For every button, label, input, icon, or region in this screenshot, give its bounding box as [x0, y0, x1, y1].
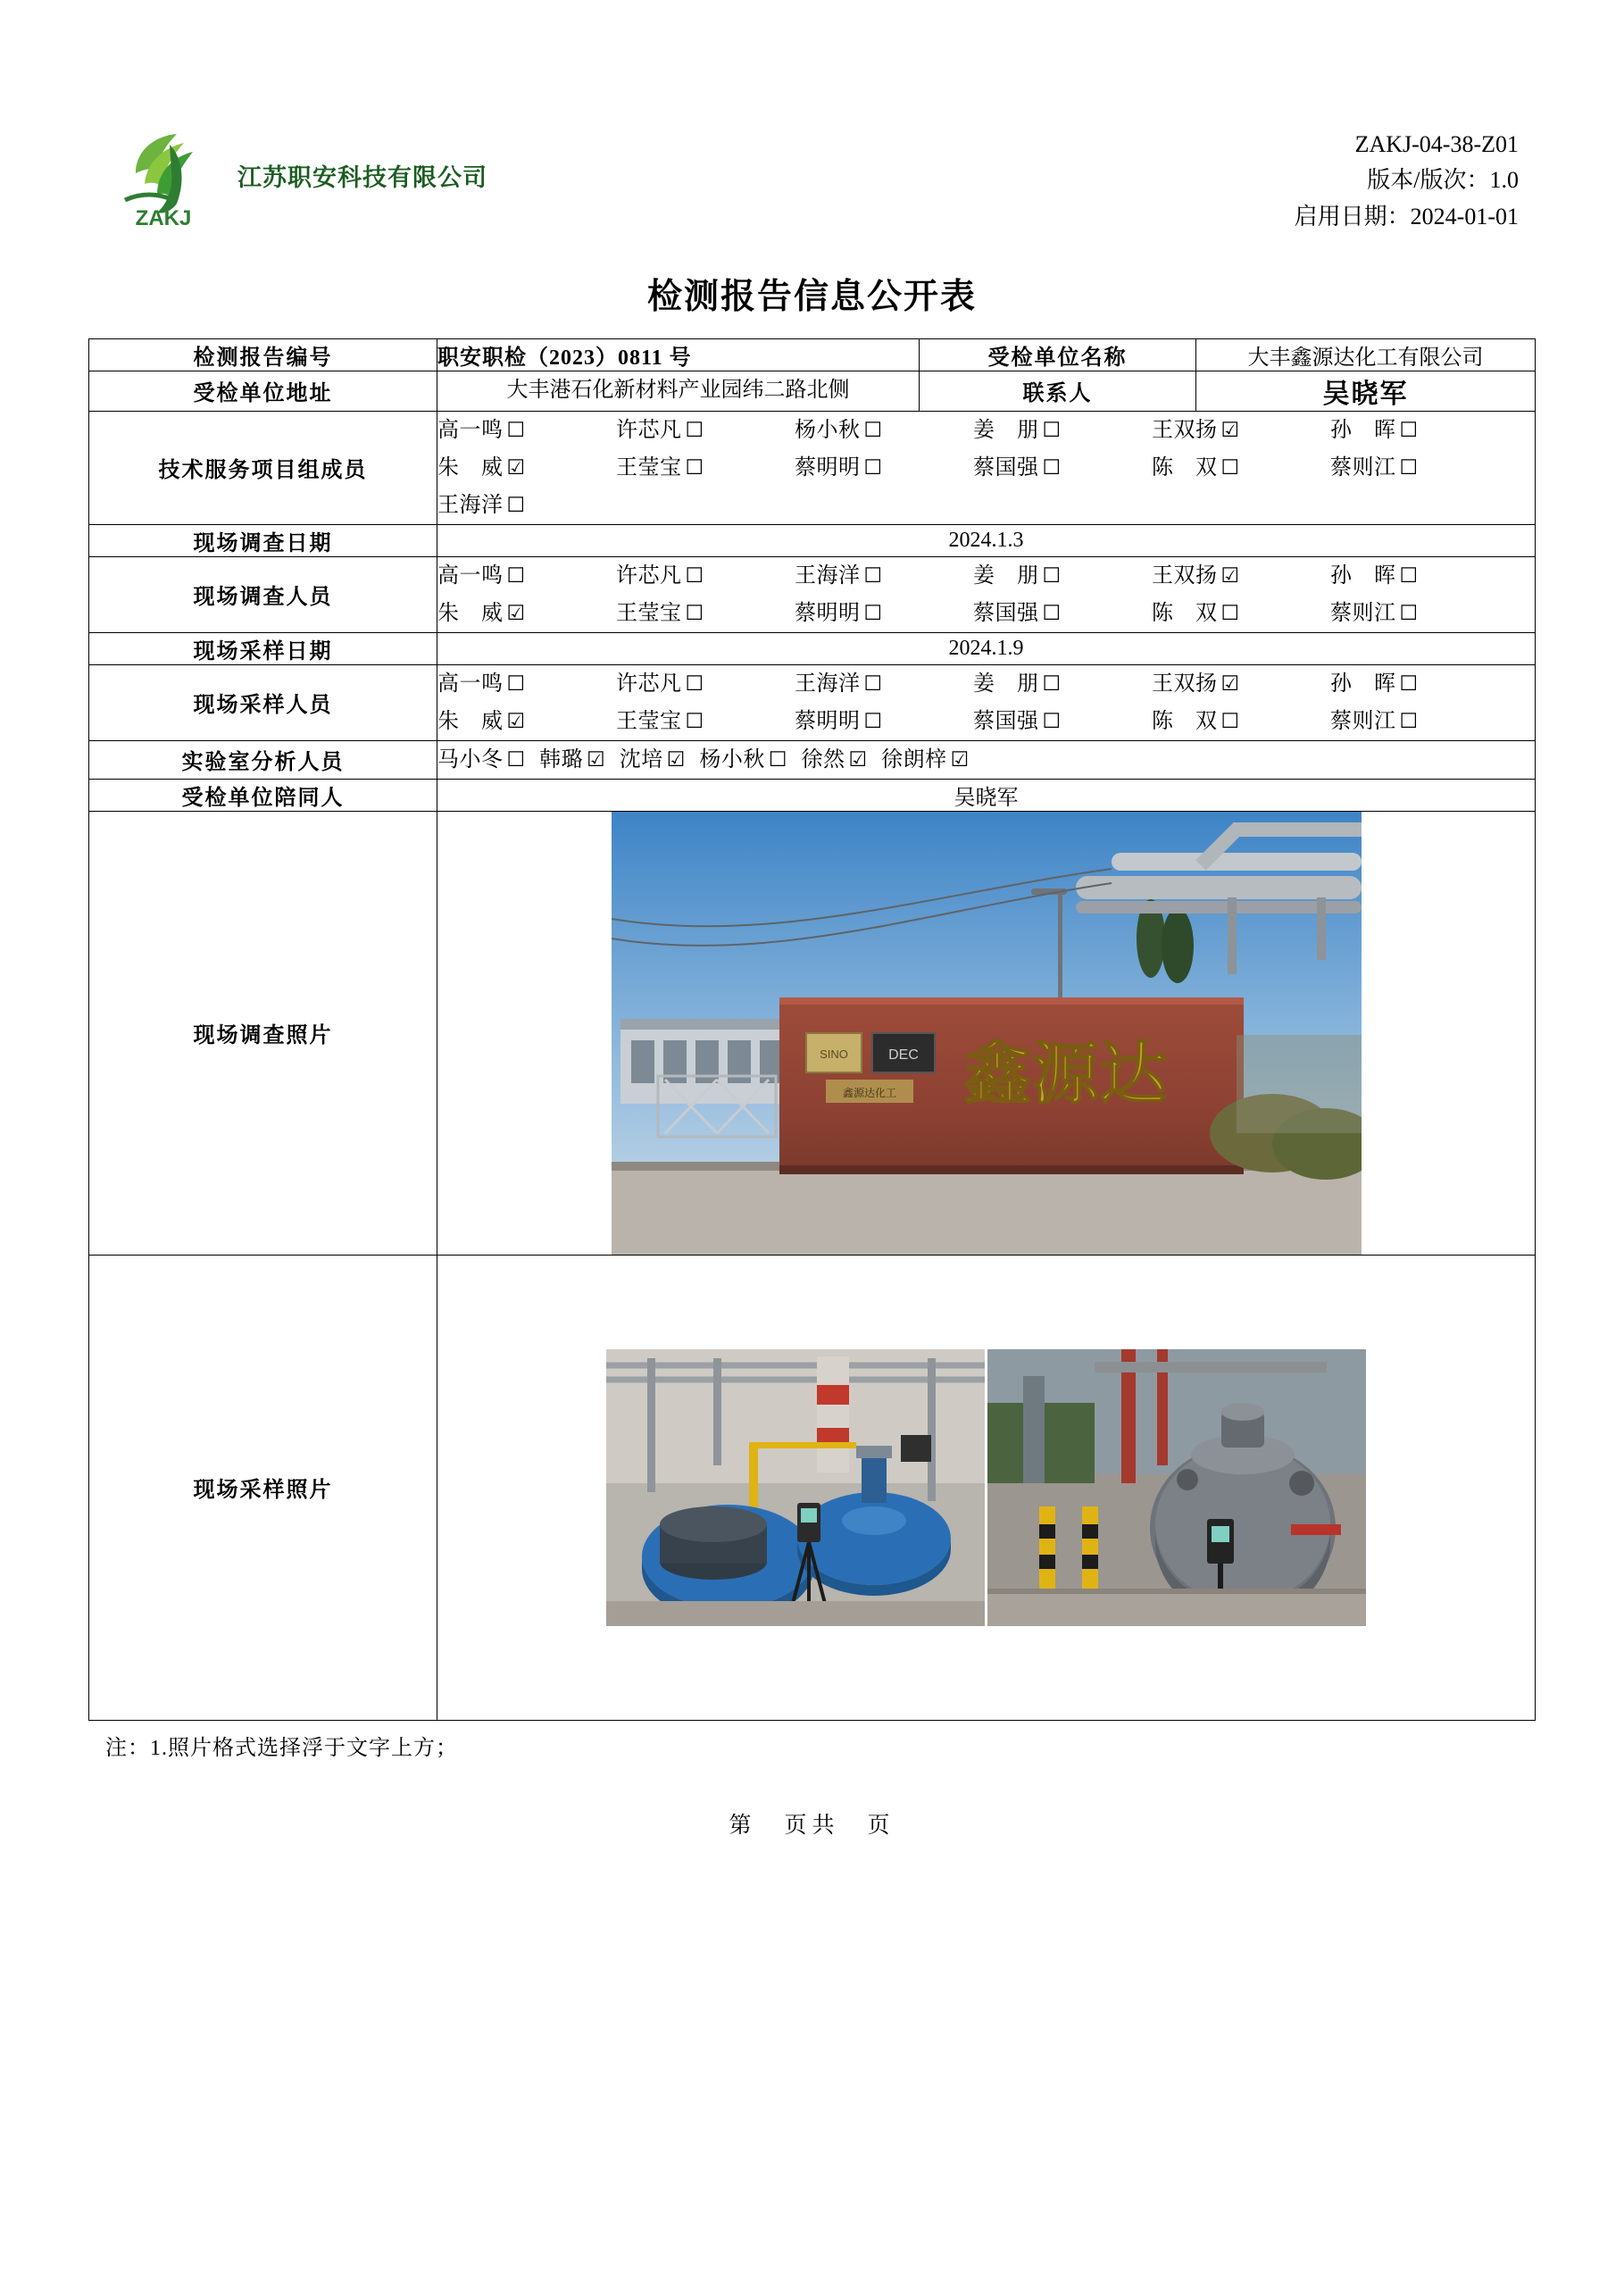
checkbox[interactable]: ☑ [587, 748, 605, 772]
checkbox[interactable]: ☐ [685, 602, 704, 626]
person-checkbox-item[interactable]: 陈 双 ☐ [1152, 709, 1240, 734]
table-row [89, 556, 1536, 632]
person-checkbox-item[interactable]: 蔡国强 ☐ [973, 601, 1062, 626]
checkbox[interactable]: ☐ [1042, 456, 1062, 480]
checkbox[interactable]: ☐ [863, 672, 883, 697]
person-checkbox-item[interactable]: 王双扬 ☑ [1152, 418, 1240, 443]
survey-date-value: 2024.1.3 [437, 524, 1536, 556]
person-checkbox-item[interactable]: 许芯凡 ☐ [616, 418, 704, 443]
checkbox[interactable]: ☑ [1220, 419, 1240, 443]
table-row [89, 779, 1536, 811]
checkbox[interactable]: ☑ [950, 748, 970, 772]
table-row [89, 1255, 1536, 1720]
checkbox[interactable]: ☐ [863, 602, 883, 626]
table-row [89, 740, 1536, 779]
escort-label: 受检单位陪同人 [89, 779, 437, 811]
checkbox[interactable]: ☑ [506, 456, 526, 480]
page-number: 第 页共 页 [729, 1813, 895, 1838]
survey-photo-cell [437, 811, 1536, 1255]
report-no-value: 职安职检（2023）0811 号 [437, 338, 920, 371]
person-checkbox-item[interactable]: 陈 双 ☐ [1152, 601, 1240, 626]
person-checkbox-item[interactable]: 徐朗梓 ☑ [881, 747, 970, 772]
checkbox[interactable]: ☐ [1042, 602, 1062, 626]
checkbox[interactable]: ☐ [506, 564, 526, 588]
checkbox[interactable]: ☐ [506, 748, 526, 772]
document-meta [1295, 118, 1519, 235]
escort-value: 吴晓军 [437, 779, 1536, 811]
person-checkbox-item[interactable]: 蔡国强 ☐ [973, 709, 1062, 734]
person-row [437, 665, 1535, 703]
person-checkbox-item[interactable]: 朱 威 ☑ [437, 709, 526, 734]
table-row [89, 411, 1536, 524]
checkbox[interactable]: ☐ [506, 419, 526, 443]
person-checkbox-item[interactable]: 高一鸣 ☐ [437, 672, 526, 697]
page-header [0, 0, 1624, 235]
checkbox[interactable]: ☐ [1399, 419, 1419, 443]
table-row [89, 632, 1536, 664]
checkbox[interactable]: ☐ [685, 564, 704, 588]
person-checkbox-item[interactable]: 王莹宝 ☐ [616, 709, 704, 734]
sampling-photo-cell [437, 1255, 1536, 1720]
person-checkbox-item[interactable]: 沈培 ☑ [619, 747, 686, 772]
person-checkbox-item[interactable]: 蔡则江 ☐ [1330, 709, 1419, 734]
person-checkbox-item[interactable]: 陈 双 ☐ [1152, 455, 1240, 480]
person-checkbox-item[interactable]: 王海洋 ☐ [795, 672, 883, 697]
contact-label: 联系人 [920, 371, 1196, 411]
svg-text:SINO: SINO [819, 1047, 848, 1061]
person-row [437, 449, 1535, 487]
checkbox[interactable]: ☐ [863, 456, 883, 480]
table-row [89, 524, 1536, 556]
person-checkbox-item[interactable]: 王海洋 ☐ [437, 493, 526, 518]
person-checkbox-item[interactable]: 徐然 ☑ [801, 747, 868, 772]
person-checkbox-item[interactable]: 朱 威 ☑ [437, 455, 526, 480]
report-no-label: 检测报告编号 [89, 338, 437, 371]
sampling-photo-group [437, 1349, 1535, 1626]
company-name: 江苏职安科技有限公司 [237, 163, 487, 191]
person-row [437, 557, 1535, 595]
sampling-staff-list [437, 664, 1536, 740]
checkbox[interactable]: ☑ [1220, 672, 1240, 697]
sampling-date-label: 现场采样日期 [89, 632, 437, 664]
person-checkbox-item[interactable]: 孙 晖 ☐ [1330, 563, 1419, 588]
person-checkbox-item[interactable]: 王海洋 ☐ [795, 563, 883, 588]
document-version: 版本/版次：1.0 [1367, 167, 1519, 194]
person-checkbox-item[interactable]: 王莹宝 ☐ [616, 455, 704, 480]
checkbox[interactable]: ☑ [506, 602, 526, 626]
person-checkbox-item[interactable]: 杨小秋 ☐ [795, 418, 883, 443]
person-row [437, 595, 1535, 632]
checkbox[interactable]: ☐ [685, 672, 704, 697]
checkbox[interactable]: ☐ [1399, 602, 1419, 626]
checkbox[interactable]: ☐ [685, 419, 704, 443]
person-checkbox-item[interactable]: 王双扬 ☑ [1152, 672, 1240, 697]
survey-site-photo [612, 812, 1362, 1255]
contact-value: 吴晓军 [1196, 371, 1536, 411]
report-info-table [88, 338, 1536, 1721]
checkbox[interactable]: ☐ [863, 419, 883, 443]
survey-date-label: 现场调查日期 [89, 524, 437, 556]
survey-staff-label: 现场调查人员 [89, 556, 437, 632]
client-name-value: 大丰鑫源达化工有限公司 [1196, 338, 1536, 371]
person-checkbox-item[interactable]: 孙 晖 ☐ [1330, 418, 1419, 443]
person-checkbox-item[interactable]: 孙 晖 ☐ [1330, 672, 1419, 697]
sampling-photo-left [606, 1349, 985, 1626]
sampling-date-value: 2024.1.9 [437, 632, 1536, 664]
company-logo-icon [105, 118, 221, 232]
gate-sign-text: 鑫源达 [962, 1037, 1167, 1113]
person-row [437, 741, 1535, 779]
person-checkbox-item[interactable]: 许芯凡 ☐ [616, 672, 704, 697]
person-checkbox-item[interactable]: 姜 朋 ☐ [973, 563, 1062, 588]
table-note: 注：1.照片格式选择浮于文字上方； [105, 1736, 458, 1760]
checkbox[interactable]: ☐ [1399, 710, 1419, 734]
checkbox[interactable]: ☑ [848, 748, 868, 772]
person-checkbox-item[interactable]: 姜 朋 ☐ [973, 418, 1062, 443]
checkbox[interactable]: ☐ [1399, 672, 1419, 697]
checkbox[interactable]: ☑ [506, 710, 526, 734]
person-checkbox-item[interactable]: 蔡明明 ☐ [795, 709, 883, 734]
person-checkbox-item[interactable]: 王莹宝 ☐ [616, 601, 704, 626]
person-checkbox-item[interactable]: 蔡明明 ☐ [795, 601, 883, 626]
survey-photo-label: 现场调查照片 [89, 811, 437, 1255]
checkbox[interactable]: ☐ [685, 710, 704, 734]
sampling-staff-label: 现场采样人员 [89, 664, 437, 740]
checkbox[interactable]: ☐ [1042, 672, 1062, 697]
document-effective-date: 启用日期：2024-01-01 [1294, 203, 1519, 229]
person-row [437, 412, 1535, 449]
person-checkbox-item[interactable]: 高一鸣 ☐ [437, 418, 526, 443]
page-title: 检测报告信息公开表 [646, 277, 977, 316]
checkbox[interactable]: ☑ [666, 748, 686, 772]
checkbox[interactable]: ☐ [768, 748, 787, 772]
checkbox[interactable]: ☑ [1220, 564, 1240, 588]
table-row [89, 664, 1536, 740]
checkbox[interactable]: ☐ [863, 564, 883, 588]
checkbox[interactable]: ☐ [1042, 710, 1062, 734]
checkbox[interactable]: ☐ [685, 456, 704, 480]
person-checkbox-item[interactable]: 韩璐 ☑ [539, 747, 605, 772]
checkbox[interactable]: ☐ [1042, 419, 1062, 443]
table-row [89, 371, 1536, 411]
checkbox[interactable]: ☐ [1220, 710, 1240, 734]
person-checkbox-item[interactable]: 姜 朋 ☐ [973, 672, 1062, 697]
person-checkbox-item[interactable]: 蔡则江 ☐ [1330, 601, 1419, 626]
person-checkbox-item[interactable]: 蔡明明 ☐ [795, 455, 883, 480]
sampling-photo-label: 现场采样照片 [89, 1255, 437, 1720]
checkbox[interactable]: ☐ [1220, 456, 1240, 480]
document-number: ZAKJ-04-38-Z01 [1354, 131, 1519, 157]
table-row [89, 338, 1536, 371]
team-members-list [437, 411, 1536, 524]
svg-text:DEC: DEC [887, 1047, 919, 1063]
checkbox[interactable]: ☐ [863, 710, 883, 734]
client-name-label: 受检单位名称 [920, 338, 1196, 371]
person-checkbox-item[interactable]: 杨小秋 ☐ [699, 747, 787, 772]
brand [105, 118, 487, 232]
checkbox[interactable]: ☐ [506, 494, 526, 518]
person-checkbox-item[interactable]: 马小冬 ☐ [437, 747, 526, 772]
lab-staff-label: 实验室分析人员 [89, 740, 437, 779]
lab-staff-list [437, 740, 1536, 779]
person-checkbox-item[interactable]: 蔡则江 ☐ [1330, 455, 1419, 480]
logo-text: ZAKJ [135, 206, 192, 230]
checkbox[interactable]: ☐ [1220, 602, 1240, 626]
client-address-label: 受检单位地址 [89, 371, 437, 411]
client-address-value: 大丰港石化新材料产业园纬二路北侧 [437, 371, 920, 411]
checkbox[interactable]: ☐ [1399, 456, 1419, 480]
person-checkbox-item[interactable]: 王双扬 ☑ [1152, 563, 1240, 588]
checkbox[interactable]: ☐ [1042, 564, 1062, 588]
person-checkbox-item[interactable]: 朱 威 ☑ [437, 601, 526, 626]
survey-staff-list [437, 556, 1536, 632]
team-members-label: 技术服务项目组成员 [89, 411, 437, 524]
checkbox[interactable]: ☐ [1399, 564, 1419, 588]
person-row [437, 703, 1535, 740]
person-checkbox-item[interactable]: 高一鸣 ☐ [437, 563, 526, 588]
checkbox[interactable]: ☐ [506, 672, 526, 697]
table-row [89, 811, 1536, 1255]
sampling-photo-right [987, 1349, 1366, 1626]
person-checkbox-item[interactable]: 许芯凡 ☐ [616, 563, 704, 588]
svg-text:鑫源达化工: 鑫源达化工 [842, 1086, 896, 1099]
person-row [437, 487, 1535, 524]
person-checkbox-item[interactable]: 蔡国强 ☐ [973, 455, 1062, 480]
